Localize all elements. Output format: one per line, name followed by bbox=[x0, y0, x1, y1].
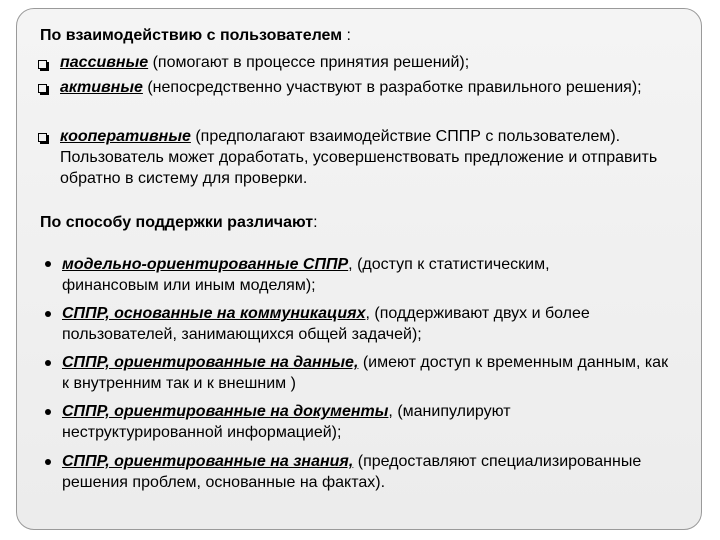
section1-heading-colon: : bbox=[342, 27, 351, 44]
item-term: СППР, ориентированные на документы bbox=[62, 403, 389, 420]
item-term: активные bbox=[60, 79, 143, 96]
item-term: модельно-ориентированные СППР bbox=[62, 256, 349, 273]
item-term: СППР, ориентированные на знания, bbox=[62, 453, 354, 470]
section2-heading-colon: : bbox=[313, 214, 318, 231]
bullet-dot-icon bbox=[45, 360, 51, 366]
section2-heading-text: По способу поддержки различают bbox=[40, 214, 314, 231]
item-term: пассивные bbox=[60, 54, 149, 71]
item-description: (имеют доступ к временным данным, как к внутренним так и к внешним ) bbox=[62, 354, 669, 392]
section2-heading bbox=[40, 213, 318, 232]
bullet-dot-icon bbox=[45, 311, 51, 317]
section1-heading-text: По взаимодействию с пользователем bbox=[40, 27, 343, 44]
section1-heading bbox=[40, 26, 351, 45]
item-term: СППР, основанные на коммуникациях bbox=[62, 305, 366, 322]
item-term: СППР, ориентированные на данные, bbox=[62, 354, 359, 371]
item-description: (непосредственно участвуют в разработке правильного решения); bbox=[142, 79, 642, 96]
bullet-dot-icon bbox=[45, 409, 51, 415]
item-description: , (манипулируют неструктурированной информацией); bbox=[62, 403, 511, 441]
item-description: , (доступ к статистическим, финансовым или иным моделям); bbox=[62, 256, 550, 294]
item-description: (помогают в процессе принятия решений); bbox=[148, 54, 470, 71]
item-description: , (поддерживают двух и более пользователей, занимающихся общей задачей); bbox=[62, 305, 590, 343]
checkbox-bullet-icon bbox=[38, 84, 47, 93]
checkbox-bullet-icon bbox=[38, 133, 47, 142]
checkbox-bullet-icon bbox=[38, 60, 47, 69]
bullet-dot-icon bbox=[45, 261, 51, 267]
bullet-dot-icon bbox=[45, 459, 51, 465]
item-description: (предоставляют специализированные решения проблем, основанные на фактах). bbox=[62, 453, 642, 491]
item-term: кооперативные bbox=[60, 128, 191, 145]
item-description: (предполагают взаимодействие СППР с пользователем). Пользователь может доработать, усовершенствовать предложение и отправить обратно в систему для проверки. bbox=[60, 128, 658, 187]
